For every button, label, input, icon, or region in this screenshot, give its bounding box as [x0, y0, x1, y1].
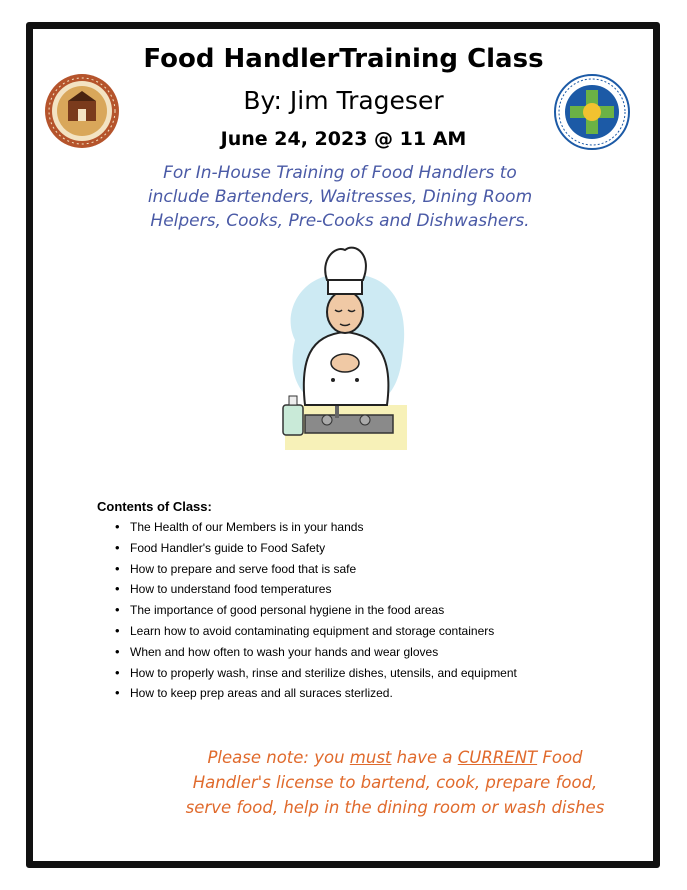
list-item: • Food Handler's guide to Food Safety [111, 538, 517, 559]
list-item: • How to keep prep areas and all suraces sterlized. [111, 683, 517, 704]
list-item: • How to properly wash, rinse and sterilize dishes, utensils, and equipment [111, 663, 517, 684]
note-line-1: Please note: you must have a CURRENT Food [207, 748, 583, 767]
intro-line: Helpers, Cooks, Pre-Cooks and Dishwashers. [150, 211, 530, 231]
class-date: June 24, 2023 @ 11 AM [220, 128, 467, 150]
list-item: • When and how often to wash your hands and wear gloves [111, 642, 517, 663]
list-item: • The Health of our Members is in your hands [111, 517, 517, 538]
page-title: Food HandlerTraining Class [143, 44, 544, 74]
contents-heading: Contents of Class: [97, 499, 212, 514]
list-item: • How to prepare and serve food that is safe [111, 559, 517, 580]
contents-list [111, 517, 517, 704]
intro-line: include Bartenders, Waitresses, Dining Room [147, 187, 533, 207]
list-item: • How to understand food temperatures [111, 579, 517, 600]
intro-line: For In-House Training of Food Handlers to [163, 163, 517, 183]
chef-washing-hands-icon [275, 240, 415, 452]
list-item: • Learn how to avoid contaminating equipment and storage containers [111, 621, 517, 642]
must-emphasis: must [349, 748, 392, 767]
note-line-2: Handler's license to bartend, cook, prepare food, [192, 773, 598, 792]
intro-text [140, 161, 540, 233]
list-item: • The importance of good personal hygiene in the food areas [111, 600, 517, 621]
current-emphasis: CURRENT [457, 748, 538, 767]
license-note [170, 745, 620, 820]
instructor-byline: By: Jim Trageser [243, 86, 444, 115]
note-line-3: serve food, help in the dining room or wash dishes [185, 798, 605, 817]
